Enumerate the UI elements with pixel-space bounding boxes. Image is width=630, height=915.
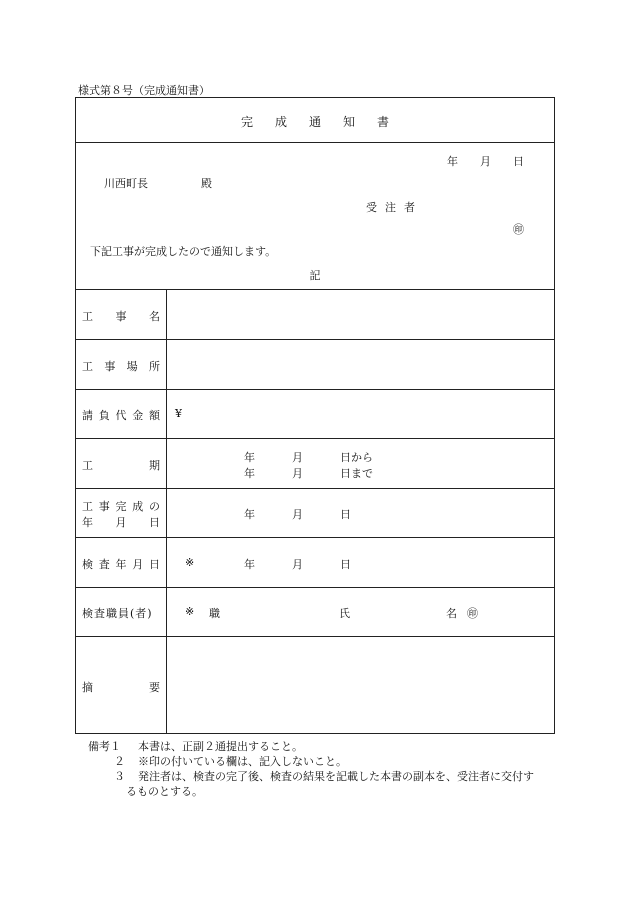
label-char: 事 bbox=[98, 500, 110, 513]
inspection-month: 月 bbox=[292, 558, 303, 571]
label-char: 要 bbox=[149, 681, 160, 694]
summary-field[interactable] bbox=[167, 637, 554, 733]
seal-mark: ㊞ bbox=[513, 223, 524, 236]
inspector-surname-label: 氏 bbox=[339, 607, 350, 620]
label-char: 事 bbox=[104, 360, 116, 373]
completion-month: 月 bbox=[292, 508, 303, 521]
form-title: 完成通知書 bbox=[240, 115, 411, 129]
form-number-label: 様式第８号（完成通知書） bbox=[78, 84, 210, 97]
date-line: 年 月 日 bbox=[447, 155, 524, 168]
row-label bbox=[76, 588, 167, 636]
row-inspector bbox=[76, 587, 554, 636]
label-char: 額 bbox=[149, 409, 160, 422]
completion-date-field[interactable] bbox=[167, 489, 554, 537]
label-char: 工 bbox=[82, 310, 93, 323]
completion-year: 年 bbox=[244, 508, 255, 521]
label-inspection-date bbox=[82, 556, 160, 572]
label-char: 完 bbox=[115, 500, 127, 513]
row-label bbox=[76, 538, 167, 587]
note-3-line1: 発注者は、検査の完了後、検査の結果を記載した本書の副本を、受注者に交付す bbox=[138, 770, 534, 783]
row-label bbox=[76, 290, 167, 339]
header-block bbox=[76, 143, 554, 289]
label-char: 所 bbox=[148, 360, 160, 373]
note-3-line2: るものとする。 bbox=[126, 785, 203, 798]
row-label bbox=[76, 637, 167, 733]
label-char: 事 bbox=[115, 310, 127, 323]
label-char: 工 bbox=[82, 360, 93, 373]
label-char: 代 bbox=[115, 409, 127, 422]
label-char: 検 bbox=[82, 558, 93, 571]
row-construction-location bbox=[76, 339, 554, 389]
label-char: 名 bbox=[149, 310, 160, 323]
inspection-year: 年 bbox=[244, 558, 255, 571]
ki-label: 記 bbox=[309, 269, 321, 282]
inspection-day: 日 bbox=[340, 558, 351, 571]
label-char: 年 bbox=[82, 516, 93, 529]
label-completion-line2 bbox=[82, 514, 160, 530]
label-summary bbox=[82, 679, 160, 695]
label-char: 日 bbox=[149, 558, 160, 571]
row-label bbox=[76, 489, 167, 537]
period-from-month: 月 bbox=[292, 451, 303, 464]
row-contract-amount bbox=[76, 389, 554, 438]
label-char: 工 bbox=[82, 459, 93, 472]
period-to-year: 年 bbox=[244, 467, 255, 480]
label-char: 日 bbox=[149, 516, 160, 529]
notice-text: 下記工事が完成したので通知します。 bbox=[90, 245, 277, 258]
label-inspector: 検査職員(者) bbox=[82, 607, 153, 620]
label-char: 年 bbox=[115, 558, 127, 571]
label-char: 査 bbox=[98, 558, 110, 571]
note-2: ※印の付いている欄は、記入しないこと。 bbox=[138, 755, 347, 768]
addressee-suffix: 殿 bbox=[201, 177, 212, 190]
office-use-mark: ※ bbox=[185, 556, 195, 569]
note-2-number: ２ bbox=[114, 755, 125, 768]
label-char: 金 bbox=[132, 409, 144, 422]
row-completion-date bbox=[76, 488, 554, 537]
construction-name-field[interactable] bbox=[167, 290, 554, 339]
period-from-year: 年 bbox=[244, 451, 255, 464]
label-char: 摘 bbox=[82, 681, 93, 694]
period-to-month: 月 bbox=[292, 467, 303, 480]
label-char: 場 bbox=[126, 360, 138, 373]
label-completion-line1 bbox=[82, 498, 160, 514]
label-char: 工 bbox=[82, 500, 93, 513]
construction-location-field[interactable] bbox=[167, 340, 554, 389]
notes-lead: 備考１ bbox=[88, 740, 121, 753]
label-char: 月 bbox=[132, 558, 144, 571]
label-construction-location bbox=[82, 358, 160, 374]
yen-sign: ¥ bbox=[175, 407, 182, 420]
note-1: 本書は、正副２通提出すること。 bbox=[138, 740, 303, 753]
inspector-post-label: 職 bbox=[209, 607, 220, 620]
note-3-number: ３ bbox=[114, 770, 125, 783]
label-char: 負 bbox=[98, 409, 110, 422]
label-contract-amount bbox=[82, 407, 160, 423]
inspector-given-label: 名 bbox=[446, 607, 457, 620]
row-label bbox=[76, 439, 167, 488]
label-char: の bbox=[149, 500, 160, 513]
row-label bbox=[76, 390, 167, 438]
label-char: 成 bbox=[132, 500, 144, 513]
label-char: 月 bbox=[115, 516, 127, 529]
label-construction-period bbox=[82, 457, 160, 473]
label-char: 期 bbox=[149, 459, 160, 472]
period-from-day: 日から bbox=[340, 451, 373, 464]
row-construction-name bbox=[76, 289, 554, 339]
office-use-mark: ※ bbox=[185, 605, 195, 618]
contract-amount-field[interactable] bbox=[167, 390, 554, 438]
seal-mark: ㊞ bbox=[467, 607, 478, 620]
row-inspection-date bbox=[76, 537, 554, 587]
label-char: 請 bbox=[82, 409, 93, 422]
inspector-field bbox=[167, 588, 554, 636]
addressee: 川西町長 bbox=[104, 177, 148, 190]
row-summary bbox=[76, 636, 554, 733]
row-label bbox=[76, 340, 167, 389]
row-construction-period bbox=[76, 438, 554, 488]
completion-notice-form bbox=[75, 97, 555, 734]
title-row bbox=[76, 98, 554, 143]
contractor-label: 受注者 bbox=[366, 201, 423, 214]
completion-day: 日 bbox=[340, 508, 351, 521]
construction-period-field[interactable] bbox=[167, 439, 554, 488]
period-to-day: 日まで bbox=[340, 467, 373, 480]
label-construction-name bbox=[82, 308, 160, 324]
inspection-date-field bbox=[167, 538, 554, 587]
